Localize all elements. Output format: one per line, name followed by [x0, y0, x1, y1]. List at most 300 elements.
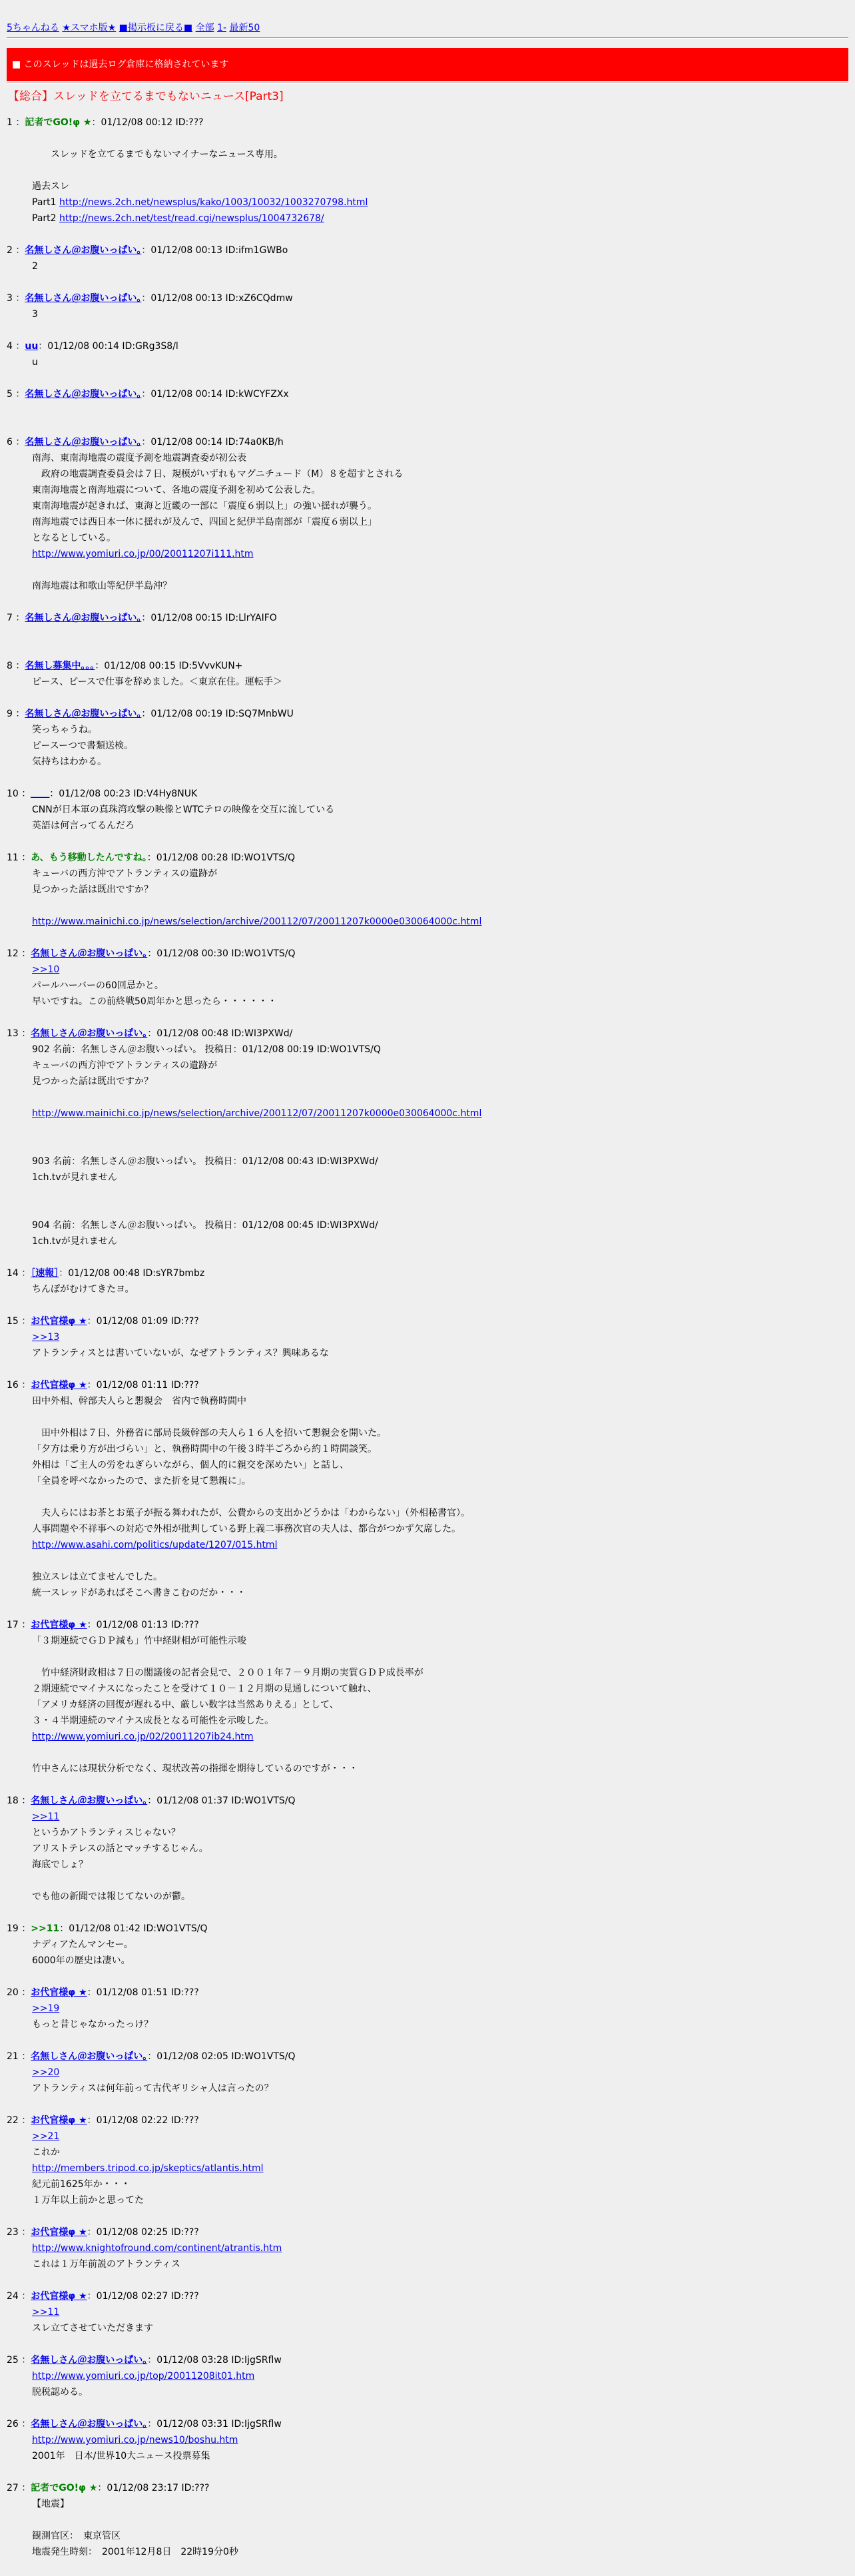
post-author[interactable] [31, 2355, 147, 2366]
post-author-link[interactable]: 名無しさん＠お腹いっぱい。 [25, 293, 142, 304]
post [0, 242, 855, 274]
post-line: 東南海地震と南海地震について、各地の震度予測を初めて公表した。 [32, 485, 321, 495]
post-author-link[interactable]: 名無し募集中。。。 [25, 661, 95, 671]
post-meta: ：01/12/08 02:25 ID:??? [87, 2227, 199, 2238]
post [0, 2049, 855, 2096]
post-header [0, 242, 855, 258]
post-line: 観測官区： 東京管区 [32, 2531, 121, 2541]
post-line [32, 962, 855, 978]
post-line: 「アメリカ経済の回復が遅れる中、厳しい数字は当然ありえる」として、 [32, 1700, 339, 1710]
post [0, 2288, 855, 2336]
post-header [0, 1985, 855, 2001]
nav-all-link[interactable]: 全部 [195, 23, 214, 33]
post-header [0, 946, 855, 962]
post-line: 見つかった話は既出ですか？ [32, 1076, 153, 1087]
post-body [0, 131, 855, 226]
post-number: 24 ： [7, 2291, 31, 2302]
post-body [0, 674, 855, 690]
post-line: パールハーバーの60回忌かと。 [32, 980, 164, 991]
post-line: ちんぽがむけてきたヨ。 [32, 1284, 135, 1295]
post-header [0, 1921, 855, 1937]
post-author[interactable] [31, 2115, 87, 2126]
post-author[interactable] [31, 789, 49, 799]
post-line: 「３期連続でＧＤＰ減も」竹中経財相が可能性示唆 [32, 1636, 246, 1646]
post-line [32, 1489, 855, 1505]
post [0, 2352, 855, 2400]
post-header [0, 2416, 855, 2432]
post-number: 20 ： [7, 1987, 31, 1998]
post-body [0, 626, 855, 642]
post-number: 13 ： [7, 1028, 31, 1039]
post-meta: ：01/12/08 01:09 ID:??? [87, 1316, 199, 1327]
post-author[interactable] [31, 1987, 87, 1998]
post-line: Part1 http://news.2ch.net/newsplus/kako/1003/10032/1003270798.html [32, 197, 368, 208]
post [0, 2416, 855, 2464]
post-header [0, 658, 855, 674]
post-line [32, 546, 855, 562]
post-meta: ：01/12/08 00:15 ID:LlrYAIFO [141, 613, 277, 623]
post-meta: ：01/12/08 01:37 ID:WO1VTS/Q [147, 1795, 296, 1806]
post-number: 12 ： [7, 948, 31, 959]
post [0, 1921, 855, 1969]
post-body [0, 1393, 855, 1601]
post [0, 290, 855, 322]
post-body [0, 354, 855, 370]
post-meta: ：01/12/08 00:15 ID:5VvvKUN+ [95, 661, 243, 671]
post-line: これは１万年前説のアトランティス [32, 2259, 180, 2270]
post-number: 6 ： [7, 437, 25, 448]
post-author[interactable] [31, 1316, 87, 1327]
post-author[interactable] [31, 2291, 87, 2302]
post-line [32, 1873, 855, 1889]
post-line: 紀元前1625年か・・・ [32, 2179, 131, 2190]
post-meta: ：01/12/08 00:48 ID:sYR7bmbz [59, 1268, 205, 1279]
post-number: 15 ： [7, 1316, 31, 1327]
post-author[interactable] [25, 709, 141, 719]
post-meta: ：01/12/08 02:27 ID:??? [87, 2291, 199, 2302]
post-number: 11 ： [7, 852, 31, 863]
post-meta: ：01/12/08 01:42 ID:WO1VTS/Q [59, 1923, 208, 1934]
post-line: 2 [32, 261, 38, 272]
post-line: CNNが日本軍の真珠湾攻撃の映像とWTCテロの映像を交互に流している [32, 805, 335, 815]
post-line: アトランティスは何年前って古代ギリシャ人は言ったの？ [32, 2083, 274, 2094]
post-line: 902 名前：名無しさん＠お腹いっぱい。 投稿日：01/12/08 00:19 ID:WO1VTS/Q [32, 1044, 381, 1055]
post-author-link[interactable]: お代官様φ ★ [31, 1987, 87, 1998]
post-line: u [32, 357, 38, 368]
post [0, 946, 855, 1010]
post-meta: ：01/12/08 00:14 ID:74a0KB/h [141, 437, 284, 448]
post-line: ピースーつで書類送検。 [32, 741, 134, 751]
post-line [32, 2065, 855, 2081]
post-body [0, 2432, 855, 2464]
post-line [32, 2304, 855, 2320]
post-body [0, 722, 855, 770]
post-number: 25 ： [7, 2355, 31, 2366]
post-line: 3 [32, 309, 38, 320]
post-line [32, 162, 855, 178]
post-author[interactable] [25, 293, 141, 304]
post-meta: ：01/12/08 00:48 ID:WI3PXWd/ [147, 1028, 293, 1039]
post-line: 地震発生時刻： 2001年12月8日 22時19分0秒 [32, 2547, 238, 2557]
reply-anchor-link[interactable]: >>10 [32, 964, 60, 975]
post-body [0, 962, 855, 1010]
post-author-link[interactable]: お代官様φ ★ [31, 1380, 87, 1391]
post [0, 115, 855, 226]
divider [7, 37, 848, 39]
post-number: 5 ： [7, 389, 25, 400]
post-author-link[interactable]: 名無しさん＠お腹いっぱい。 [25, 709, 142, 719]
reply-anchor-link[interactable]: >>20 [32, 2067, 60, 2078]
post-meta: ：01/12/08 00:12 ID:??? [91, 117, 204, 128]
post-number: 10 ： [7, 789, 31, 799]
post [0, 658, 855, 690]
post-line: 外相は「ご主人の労をねぎらいながら、個人的に親交を深めたい」と話し、 [32, 1460, 349, 1470]
post-line: アトランティスとは書いていないが、なぜアトランティス？興味あるな [32, 1348, 329, 1359]
post-line [32, 1106, 855, 1122]
post-author[interactable] [25, 437, 141, 448]
post-line [32, 2512, 855, 2528]
post-line [32, 131, 855, 147]
post [0, 1377, 855, 1601]
post-body [0, 2368, 855, 2400]
nav-smartphone-link[interactable]: ★スマホ版★ [62, 23, 117, 33]
post-number: 7 ： [7, 613, 25, 623]
post-author[interactable] [25, 245, 141, 256]
post-line: 1ch.tvが見れません [32, 1172, 117, 1183]
post-header [0, 338, 855, 354]
post-line [32, 2368, 855, 2384]
post-line [32, 1537, 855, 1553]
post-author-link[interactable]: お代官様φ ★ [31, 1316, 87, 1327]
post-author-link[interactable]: 名無しさん＠お腹いっぱい。 [31, 2355, 148, 2366]
post-author-link[interactable]: 名無しさん＠お腹いっぱい。 [31, 2419, 148, 2429]
url-link[interactable]: http://www.knightofround.com/continent/atrantis.htm [32, 2243, 282, 2254]
post-header [0, 2049, 855, 2065]
post-author-link[interactable]: uu [25, 341, 39, 352]
post [0, 1265, 855, 1297]
url-link[interactable]: http://www.asahi.com/politics/update/1207/015.html [32, 1540, 278, 1550]
post-meta: ：01/12/08 00:19 ID:SQ7MnbWU [141, 709, 294, 719]
post-header [0, 610, 855, 626]
top-nav [7, 20, 260, 36]
post-author-link[interactable]: 名無しさん＠お腹いっぱい。 [31, 1795, 148, 1806]
url-link[interactable]: http://www.yomiuri.co.jp/02/20011207ib24.htm [32, 1732, 254, 1742]
post-body [0, 1329, 855, 1361]
post-line: 竹中さんには現状分析でなく、現状改善の指揮を期待しているのですが・・・ [32, 1764, 358, 1774]
post-line: 人事問題や不祥事への対応で外相が批判している野上義二事務次官の夫人は、都合がつかず欠席した。 [32, 1524, 461, 1534]
post-line: 「夕方は乗り方が出づらい」と、執務時間中の午後３時半ごろから約１時間談笑。 [32, 1444, 377, 1454]
post-meta: ：01/12/08 01:11 ID:??? [87, 1380, 199, 1391]
post-number: 17 ： [7, 1620, 31, 1630]
post-header [0, 290, 855, 306]
post-author-link[interactable]: 名無しさん＠お腹いっぱい。 [31, 1028, 148, 1039]
nav-latest50-link[interactable]: 最新50 [229, 23, 260, 33]
post [0, 386, 855, 418]
post-number: 19 ： [7, 1923, 31, 1934]
post-number: 14 ： [7, 1268, 31, 1279]
post-line: 南海地震は和歌山等紀伊半島沖？ [32, 581, 172, 591]
post-header [0, 1026, 855, 1042]
post-line [32, 1409, 855, 1425]
post-header [0, 2224, 855, 2240]
post-body [0, 2065, 855, 2096]
post-body [0, 802, 855, 834]
post-line: もっと昔じゃなかったっけ？ [32, 2019, 153, 2030]
post-body [0, 258, 855, 274]
post [0, 706, 855, 770]
url-link[interactable]: http://members.tripod.co.jp/skeptics/atlantis.html [32, 2163, 264, 2174]
post-line [32, 1649, 855, 1665]
post-number: 26 ： [7, 2419, 31, 2429]
post-number: 22 ： [7, 2115, 31, 2126]
post-line: 2001年 日本/世界10大ニュース投票募集 [32, 2451, 210, 2461]
post-author[interactable] [25, 661, 95, 671]
post-line [32, 2160, 855, 2176]
post-line: 海底でしょ？ [32, 1859, 88, 1870]
post-author[interactable] [31, 1028, 147, 1039]
post [0, 610, 855, 642]
post-body [0, 1633, 855, 1777]
post-meta: ：01/12/08 01:13 ID:??? [87, 1620, 199, 1630]
post-line [32, 1745, 855, 1761]
reply-anchor-link[interactable]: >>13 [32, 1332, 60, 1343]
post [0, 1617, 855, 1777]
post-meta: ：01/12/08 00:13 ID:ifm1GWBo [141, 245, 288, 256]
post-line: スレ立てさせていただきます [32, 2323, 153, 2334]
post-line: 1ch.tvが見れません [32, 1236, 117, 1247]
post-line: 東南海地震が起きれば、東海と近畿の一部に「震度６弱以上」の強い揺れが襲う。 [32, 501, 377, 511]
post-number: 2 ： [7, 245, 25, 256]
post-line [32, 626, 855, 642]
post [0, 338, 855, 370]
url-link[interactable]: http://www.yomiuri.co.jp/news10/boshu.htm [32, 2435, 238, 2445]
post-line: というかアトランティスじゃない？ [32, 1827, 180, 1838]
post-line: 【地震】 [32, 2499, 69, 2509]
post-line: Part2 http://news.2ch.net/test/read.cgi/newsplus/1004732678/ [32, 213, 324, 224]
post-number: 3 ： [7, 293, 25, 304]
nav-5ch-link[interactable]: 5ちゃんねる [7, 23, 59, 33]
post-author[interactable] [31, 948, 147, 959]
post-author[interactable] [31, 1620, 87, 1630]
post-line [32, 1809, 855, 1825]
post-line: １万年以上前かと思ってた [32, 2195, 144, 2206]
post-line: アリストテレスの話とマッチするじゃん。 [32, 1843, 208, 1854]
post-number: 9 ： [7, 709, 25, 719]
post-author-link[interactable]: お代官様φ ★ [31, 2291, 87, 2302]
post-author[interactable] [31, 2051, 147, 2062]
post-number: 27 ： [7, 2483, 31, 2493]
post-header [0, 115, 855, 131]
post-number: 4 ： [7, 341, 25, 352]
post-body [0, 2496, 855, 2560]
post-header [0, 786, 855, 802]
post-body [0, 1937, 855, 1969]
post-author[interactable] [31, 2419, 147, 2429]
post-author[interactable] [25, 613, 141, 623]
post-header [0, 1377, 855, 1393]
post [0, 2112, 855, 2208]
post-author-link[interactable]: 名無しさん＠お腹いっぱい。 [31, 948, 148, 959]
post [0, 2224, 855, 2272]
post-author[interactable]: >>11 [31, 1923, 60, 1934]
post-author-link[interactable]: お代官様φ ★ [31, 2227, 87, 2238]
post-meta: ：01/12/08 02:22 ID:??? [87, 2115, 199, 2126]
post-header [0, 386, 855, 402]
post-line [32, 1185, 855, 1201]
post [0, 1985, 855, 2033]
post-body [0, 1809, 855, 1905]
post-author[interactable]: 記者でGO!φ ★ [25, 117, 92, 128]
thread-title: 【総合】スレッドを立てるまでもないニュース[Part3] [8, 90, 284, 103]
post-header [0, 2288, 855, 2304]
post-line: でも他の新聞では報じてないのが鬱。 [32, 1891, 190, 1902]
thread-posts [0, 115, 855, 2576]
post-line: ３・４半期連続のマイナス成長となる可能性を示唆した。 [32, 1716, 274, 1726]
post [0, 850, 855, 930]
post-line: スレッドを立てるまでもないマイナーなニュース専用。 [32, 149, 283, 160]
archived-banner [7, 48, 848, 81]
post-author-link[interactable]: 名無しさん＠お腹いっぱい。 [25, 389, 142, 400]
post-meta: ：01/12/08 00:14 ID:kWCYFZXx [141, 389, 289, 400]
nav-first-link[interactable]: 1- [217, 23, 226, 33]
post-body [0, 2240, 855, 2272]
reply-anchor-link[interactable]: >>11 [32, 1811, 60, 1822]
post-number: 1 ： [7, 117, 25, 128]
post-header [0, 850, 855, 866]
post-author[interactable] [31, 1795, 147, 1806]
post-author-link[interactable]: 名無しさん＠お腹いっぱい。 [25, 613, 142, 623]
post-author-link[interactable]: 名無しさん＠お腹いっぱい。 [25, 437, 142, 448]
post-line: 田中外相は７日、外務省に部局長級幹部の夫人ら１６人を招いて懇親会を開いた。 [32, 1428, 386, 1439]
post-author-link[interactable]: お代官様φ ★ [31, 2115, 87, 2126]
post-line [32, 2001, 855, 2017]
post-header [0, 706, 855, 722]
post-line: 気持ちはわかる。 [32, 757, 107, 767]
post-line: 南海、東南海地震の震度予測を地震調査委が初公表 [32, 453, 246, 464]
archived-banner-text: ■ このスレッドは過去ログ倉庫に格納されています [12, 59, 229, 70]
post-number: 23 ： [7, 2227, 31, 2238]
post-author[interactable]: 記者でGO!φ ★ [31, 2483, 98, 2493]
post-line: キューバの西方沖でアトランティスの遺跡が [32, 868, 218, 879]
post-line: 田中外相、幹部夫人らと懇親会 省内で執務時間中 [32, 1396, 246, 1407]
post [0, 1026, 855, 1249]
post-line [32, 1090, 855, 1106]
post-author[interactable] [31, 1380, 87, 1391]
post-line: 竹中経済財政相は７日の閣議後の記者会見で、２００１年７－９月期の実質ＧＤＰ成長率が [32, 1668, 424, 1678]
post-body [0, 450, 855, 594]
post [0, 434, 855, 594]
post-author[interactable] [31, 2227, 87, 2238]
post-author[interactable] [31, 1268, 59, 1279]
post-line [32, 898, 855, 914]
post-line: 脱税認める。 [32, 2387, 88, 2398]
post-line [32, 1329, 855, 1345]
post-author-link[interactable]: 名無しさん＠お腹いっぱい。 [25, 245, 142, 256]
post-line: 夫人らにはお茶とお菓子が振る舞われたが、公費からの支出かどうかは「わからない」（外相秘書官）。 [32, 1508, 470, 1518]
post-line: 独立スレは立てませんでした。 [32, 1572, 162, 1582]
post-line: 6000年の歴史は凄い。 [32, 1955, 131, 1966]
post [0, 1313, 855, 1361]
post-meta: ：01/12/08 03:28 ID:IjgSRflw [147, 2355, 282, 2366]
post-line: となるとしている。 [32, 533, 116, 543]
post-header [0, 1617, 855, 1633]
post-line [32, 1122, 855, 1137]
post-meta: ：01/12/08 00:14 ID:GRg3S8/l [38, 341, 178, 352]
post-author-link[interactable]: ＿＿ [31, 789, 50, 799]
post [0, 1793, 855, 1905]
post-meta: ：01/12/08 01:51 ID:??? [87, 1987, 199, 1998]
post [0, 786, 855, 834]
post-author-link[interactable]: ［速報］ [31, 1268, 59, 1279]
post-line [32, 2432, 855, 2448]
post-line [32, 1553, 855, 1569]
post-line [32, 1201, 855, 1217]
post-body [0, 2304, 855, 2336]
post-number: 21 ： [7, 2051, 31, 2062]
post-line [32, 1137, 855, 1153]
nav-back-to-board-link[interactable]: ■掲示板に戻る■ [119, 23, 193, 33]
post-author[interactable]: あ、もう移動したんですね。 [31, 852, 147, 863]
post-line: 903 名前：名無しさん＠お腹いっぱい。 投稿日：01/12/08 00:43 ID:WI3PXWd/ [32, 1156, 378, 1167]
post-line [32, 2240, 855, 2256]
reply-anchor-link[interactable]: >>21 [32, 2131, 60, 2142]
post-line [32, 1729, 855, 1745]
post-number: 18 ： [7, 1795, 31, 1806]
url-link[interactable]: http://news.2ch.net/test/read.cgi/newsplus/1004732678/ [59, 213, 324, 224]
url-link[interactable]: http://www.mainichi.co.jp/news/selection/archive/200112/07/20011207k0000e030064000c.html [32, 1108, 482, 1119]
post-meta: ：01/12/08 00:23 ID:V4Hy8NUK [49, 789, 198, 799]
post-meta: ：01/12/08 02:05 ID:WO1VTS/Q [147, 2051, 296, 2062]
post-line: 政府の地震調査委員会は７日、規模がいずれもマグニチュード（M）８を超すとされる [32, 469, 404, 480]
url-link[interactable]: http://www.mainichi.co.jp/news/selection/archive/200112/07/20011207k0000e030064000c.html [32, 916, 482, 927]
post-body [0, 306, 855, 322]
reply-anchor-link[interactable]: >>19 [32, 2003, 60, 2014]
divider [7, 83, 848, 84]
post-meta: ：01/12/08 03:31 ID:IjgSRflw [147, 2419, 282, 2429]
post-header [0, 1265, 855, 1281]
post-header [0, 2352, 855, 2368]
post [0, 2480, 855, 2560]
post-header [0, 2112, 855, 2128]
post-body [0, 2001, 855, 2033]
post-header [0, 434, 855, 450]
post-author-link[interactable]: 名無しさん＠お腹いっぱい。 [31, 2051, 148, 2062]
post-line: 「全員を呼べなかったので、また折を見て懇親に」。 [32, 1476, 251, 1486]
post-line: 笑っちゃうね。 [32, 725, 97, 735]
url-link[interactable]: http://www.yomiuri.co.jp/00/20011207i111.htm [32, 549, 254, 559]
post-body [0, 866, 855, 930]
post-number: 8 ： [7, 661, 25, 671]
url-link[interactable]: http://news.2ch.net/newsplus/kako/1003/10032/1003270798.html [59, 197, 368, 208]
post-line: これか [32, 2147, 60, 2158]
post-body [0, 1042, 855, 1249]
post-author[interactable] [25, 341, 38, 352]
post-author-link[interactable]: お代官様φ ★ [31, 1620, 87, 1630]
post-line: 南海地震では西日本一体に揺れが及んで、四国と紀伊半島南部が「震度６弱以上」 [32, 517, 377, 527]
post-line: 早いですね。この前終戦50周年かと思ったら・・・・・・ [32, 996, 277, 1007]
reply-anchor-link[interactable]: >>11 [32, 2307, 60, 2318]
post-body [0, 1281, 855, 1297]
post-body [0, 402, 855, 418]
post-line: 見つかった話は既出ですか？ [32, 884, 153, 895]
post-meta: ：01/12/08 23:17 ID:??? [97, 2483, 210, 2493]
post-line [32, 562, 855, 578]
post-number: 16 ： [7, 1380, 31, 1391]
post-meta: ：01/12/08 00:30 ID:WO1VTS/Q [147, 948, 296, 959]
post-line: ピース、ピースで仕事を辞めました。＜東京在住。運転手＞ [32, 677, 282, 687]
url-link[interactable]: http://www.yomiuri.co.jp/top/20011208it01.htm [32, 2371, 255, 2382]
post-author[interactable] [25, 389, 141, 400]
